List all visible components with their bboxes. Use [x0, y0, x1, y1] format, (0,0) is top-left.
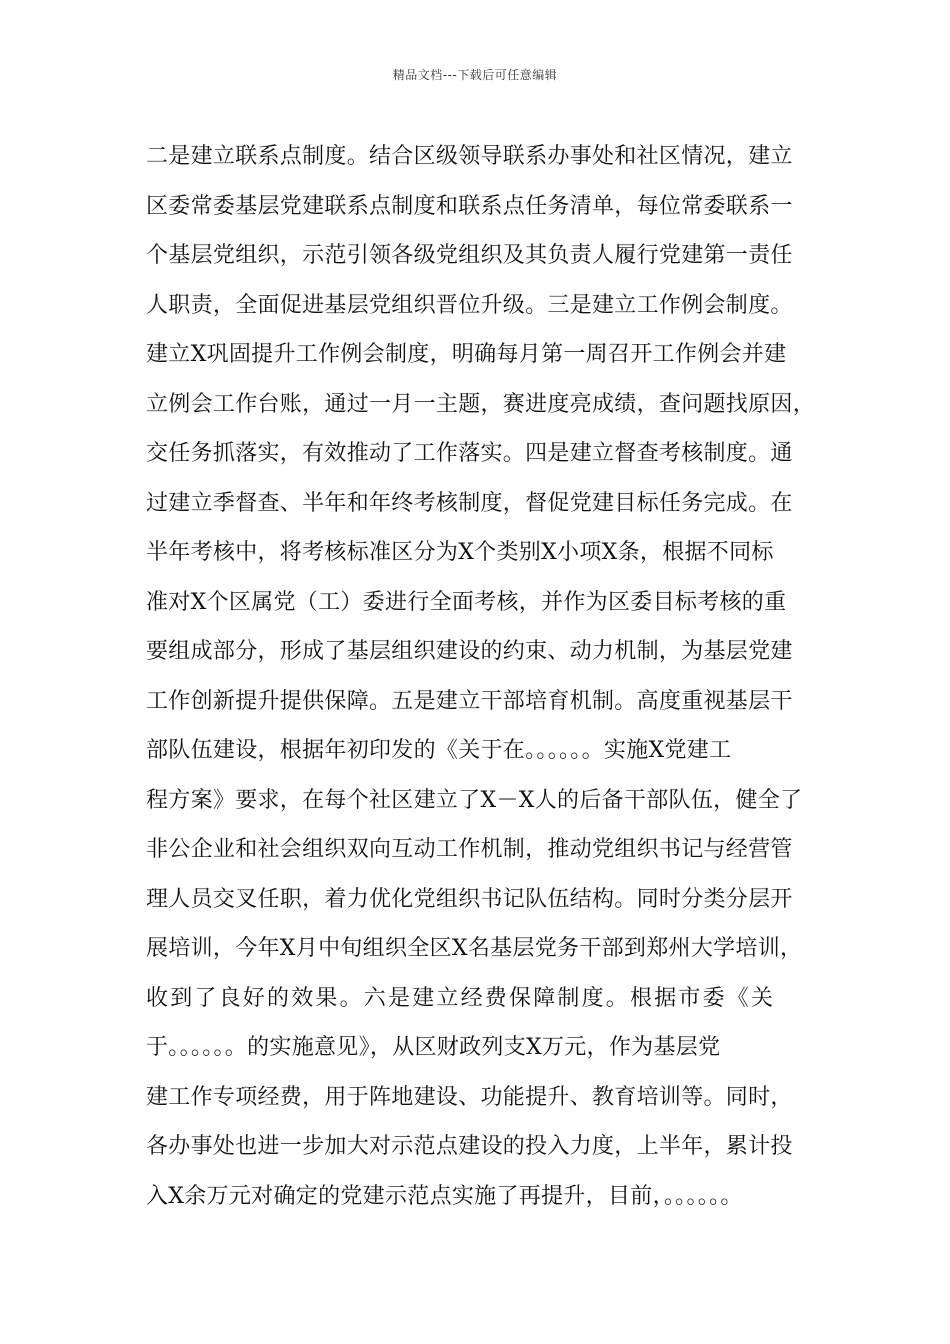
- text-line: 要组成部分，形成了基层组织建设的约束、动力机制，为基层党建: [146, 639, 793, 664]
- text-line: 程方案》要求，在每个社区建立了X－X人的后备干部队伍，健全了: [146, 787, 803, 813]
- text-line: 工作创新提升提供保障。五是建立干部培育机制。高度重视基层干: [146, 688, 793, 714]
- text-line: 人职责，全面促进基层党组织晋位升级。三是建立工作例会制度。: [146, 292, 793, 318]
- body-paragraph: [146, 132, 826, 1221]
- text-line: 收到了良好的效果。六是建立经费保障制度。根据市委《关: [146, 985, 776, 1011]
- text-line: 各办事处也进一步加大对示范点建设的投入力度，上半年，累计投: [146, 1134, 793, 1159]
- text-line: 入X余万元对确定的党建示范点实施了再提升，目前，。。。。。。: [146, 1183, 743, 1209]
- text-line: 交任务抓落实，有效推动了工作落实。四是建立督查考核制度。通: [146, 441, 793, 466]
- text-line: 区委常委基层党建联系点制度和联系点任务清单，每位常委联系一: [146, 193, 793, 219]
- text-line: 立例会工作台账，通过一月一主题，赛进度亮成绩，查问题找原因，: [146, 391, 816, 417]
- text-line: 二是建立联系点制度。结合区级领导联系办事处和社区情况，建立: [146, 144, 793, 169]
- text-line: 部队伍建设，根据年初印发的《关于在。。。。。。实施X党建工: [146, 738, 732, 763]
- text-line: 理人员交叉任职，着力优化党组织书记队伍结构。同时分类分层开: [146, 886, 793, 912]
- text-line: 过建立季督查、半年和年终考核制度，督促党建目标任务完成。在: [146, 490, 793, 516]
- text-line: 半年考核中，将考核标准区分为X个类别X小项X条，根据不同标: [146, 540, 774, 565]
- page-header: 精品文档---下载后可任意编辑: [392, 68, 558, 82]
- text-line: 准对X个区属党（工）委进行全面考核，并作为区委目标考核的重: [146, 589, 787, 615]
- text-line: 建立X巩固提升工作例会制度，明确每月第一周召开工作例会并建: [146, 342, 787, 367]
- text-line: 于。。。。。。的实施意见》，从区财政列支X万元，作为基层党: [146, 1035, 721, 1060]
- text-line: 展培训，今年X月中旬组织全区X名基层党务干部到郑州大学培训，: [146, 936, 803, 961]
- text-line: 个基层党组织，示范引领各级党组织及其负责人履行党建第一责任: [146, 243, 793, 268]
- text-line: 建工作专项经费，用于阵地建设、功能提升、教育培训等。同时，: [146, 1084, 793, 1110]
- text-line: 非公企业和社会组织双向互动工作机制，推动党组织书记与经营管: [146, 837, 793, 862]
